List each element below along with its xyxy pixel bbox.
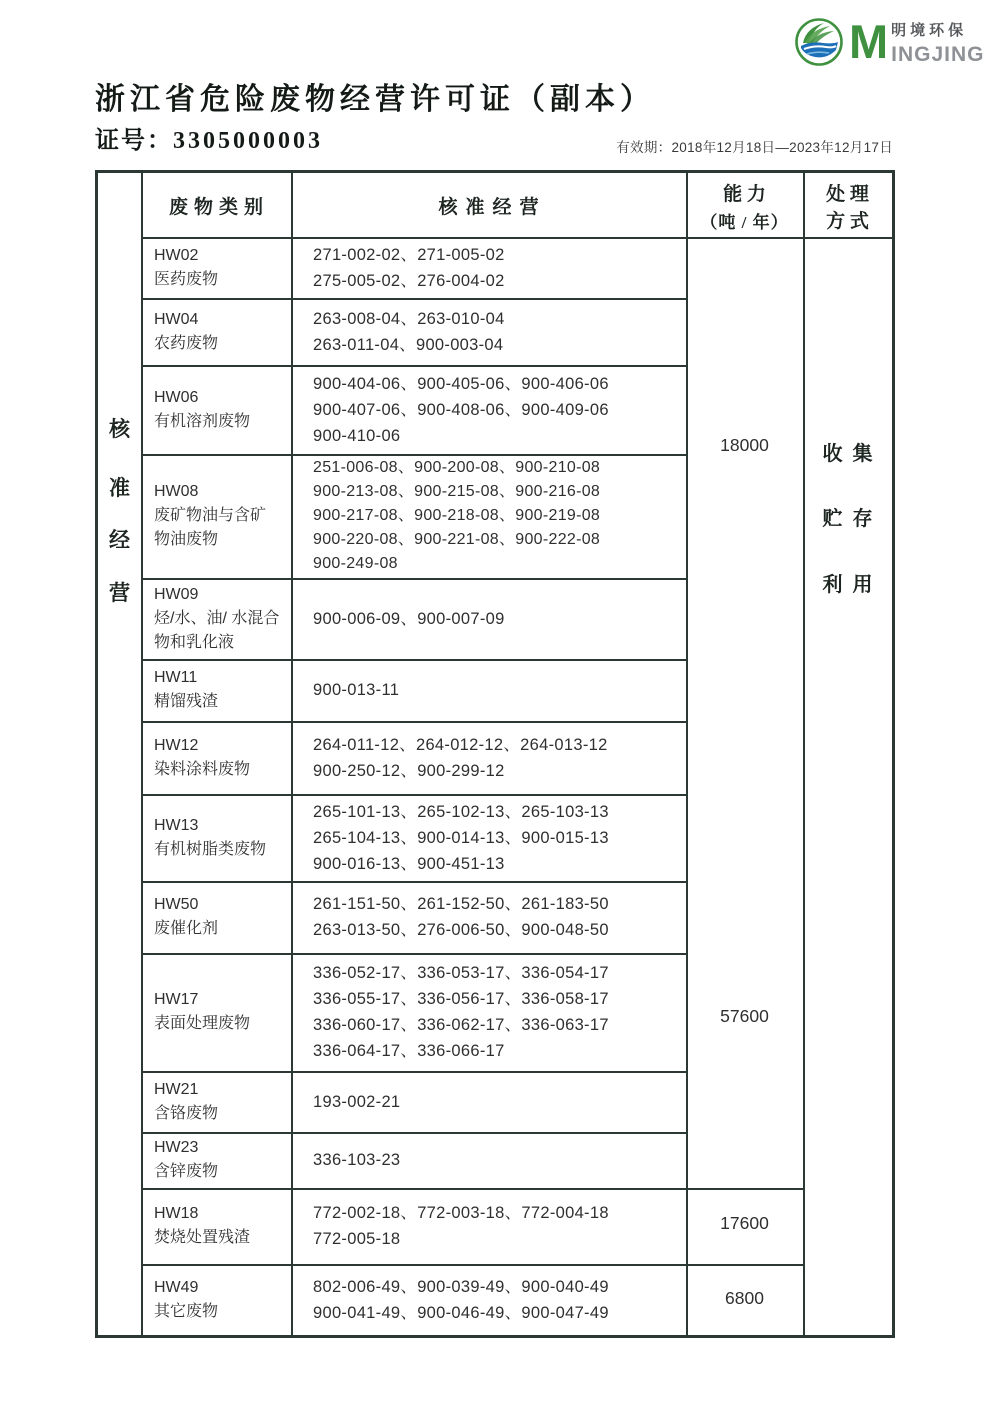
side-header-char: 准 xyxy=(109,476,130,500)
code-line: 275-005-02、276-004-02 xyxy=(313,271,505,290)
hw-name: 含铬废物 xyxy=(154,1104,219,1122)
category-cell xyxy=(141,454,291,578)
codes-cell xyxy=(291,659,686,721)
license-table xyxy=(95,170,895,1338)
code-line: 802-006-49、900-039-49、900-040-49 xyxy=(313,1277,609,1296)
hw-name: 农药废物 xyxy=(154,334,219,352)
hw-name: 精馏残渣 xyxy=(154,693,219,710)
codes-cell xyxy=(291,365,686,454)
capacity-value: 57600 xyxy=(720,1006,769,1026)
hw-code: HW09 xyxy=(154,585,199,603)
hw-code: HW18 xyxy=(154,1205,199,1222)
capacity-header-line1: 能 力 xyxy=(723,183,766,205)
code-line: 900-016-13、900-451-13 xyxy=(313,854,505,873)
category-cell xyxy=(141,794,291,881)
hw-name: 染料涂料废物 xyxy=(154,760,251,778)
hw-name: 有机溶剂废物 xyxy=(154,412,251,430)
codes-cell xyxy=(291,721,686,794)
grid-line xyxy=(686,173,688,1335)
code-line: 900-213-08、900-215-08、900-216-08 xyxy=(313,483,601,500)
codes-cell xyxy=(291,794,686,881)
category-cell xyxy=(141,298,291,365)
category-cell xyxy=(141,881,291,953)
hw-name: 烃/水、油/ 水混合 xyxy=(154,609,280,627)
codes-cell xyxy=(291,1264,686,1335)
hw-code: HW08 xyxy=(154,483,199,500)
side-header-char: 经 xyxy=(109,528,130,552)
codes-cell xyxy=(291,237,686,298)
code-line: 263-011-04、900-003-04 xyxy=(313,335,504,354)
method-value: 收集 xyxy=(822,443,883,465)
code-line: 900-410-06 xyxy=(313,426,401,445)
code-line: 251-006-08、900-200-08、900-210-08 xyxy=(313,459,601,476)
hw-code: HW17 xyxy=(154,991,199,1008)
side-header-char: 核 xyxy=(109,417,130,441)
logo-chinese-name: 明境环保 xyxy=(891,22,968,39)
category-cell xyxy=(141,578,291,659)
code-line: 900-220-08、900-221-08、900-222-08 xyxy=(313,531,601,548)
capacity-value: 17600 xyxy=(720,1213,769,1233)
code-line: 900-217-08、900-218-08、900-219-08 xyxy=(313,507,601,524)
hw-code: HW49 xyxy=(154,1278,199,1296)
code-line: 772-002-18、772-003-18、772-004-18 xyxy=(313,1204,609,1222)
category-cell xyxy=(141,953,291,1071)
hw-code: HW04 xyxy=(154,310,199,328)
code-line: 336-103-23 xyxy=(313,1151,401,1169)
code-line: 900-006-09、900-007-09 xyxy=(313,609,505,628)
hw-name: 物油废物 xyxy=(154,531,219,548)
code-line: 271-002-02、271-005-02 xyxy=(313,245,505,264)
code-line: 900-250-12、900-299-12 xyxy=(313,761,505,780)
hw-name: 含锌废物 xyxy=(154,1163,219,1180)
code-line: 336-060-17、336-062-17、336-063-17 xyxy=(313,1016,609,1034)
codes-cell xyxy=(291,881,686,953)
codes-cell xyxy=(291,953,686,1071)
hw-code: HW02 xyxy=(154,246,199,264)
hw-code: HW21 xyxy=(154,1080,199,1098)
capacity-value: 6800 xyxy=(725,1288,764,1308)
code-line: 263-008-04、263-010-04 xyxy=(313,309,505,328)
hw-name: 废矿物油与含矿 xyxy=(154,507,267,524)
page-title: 浙江省危险废物经营许可证（副本） xyxy=(95,83,655,116)
code-line: 336-052-17、336-053-17、336-054-17 xyxy=(313,964,609,982)
cert-number-line xyxy=(95,120,323,155)
side-header-char: 营 xyxy=(109,581,130,605)
code-line: 193-002-21 xyxy=(313,1092,401,1111)
hw-name: 医药废物 xyxy=(154,270,219,288)
codes-cell xyxy=(291,454,686,578)
codes-cell xyxy=(291,578,686,659)
hw-name: 焚烧处置残渣 xyxy=(154,1229,251,1246)
category-cell xyxy=(141,1264,291,1335)
capacity-header-line2: （吨 / 年） xyxy=(700,212,789,232)
method-header-line1: 处 理 xyxy=(826,183,869,205)
category-cell xyxy=(141,1188,291,1264)
code-line: 900-407-06、900-408-06、900-409-06 xyxy=(313,400,609,419)
code-line: 265-104-13、900-014-13、900-015-13 xyxy=(313,828,609,847)
cert-number-value: 3305000003 xyxy=(173,128,323,154)
grid-line xyxy=(803,173,805,1335)
mingjing-logo xyxy=(793,16,985,68)
method-header-line2: 方 式 xyxy=(826,210,869,232)
hw-name: 废催化剂 xyxy=(154,920,219,937)
code-line: 900-404-06、900-405-06、900-406-06 xyxy=(313,374,609,393)
code-line: 265-101-13、265-102-13、265-103-13 xyxy=(313,802,609,821)
column-header-approved: 核准经营 xyxy=(438,197,547,218)
category-cell xyxy=(141,721,291,794)
hw-code: HW12 xyxy=(154,736,199,754)
method-value: 利用 xyxy=(822,574,883,596)
method-value: 贮存 xyxy=(822,508,883,530)
category-cell xyxy=(141,365,291,454)
code-line: 900-013-11 xyxy=(313,681,400,699)
codes-cell xyxy=(291,1132,686,1188)
code-line: 336-055-17、336-056-17、336-058-17 xyxy=(313,990,609,1008)
codes-cell xyxy=(291,298,686,365)
hw-name: 物和乳化液 xyxy=(154,633,235,651)
category-cell xyxy=(141,1132,291,1188)
validity-text: 有效期：2018年12月18日—2023年12月17日 xyxy=(616,140,893,155)
hw-name: 表面处理废物 xyxy=(154,1015,251,1032)
code-line: 263-013-50、276-006-50、900-048-50 xyxy=(313,921,609,939)
category-cell xyxy=(141,1071,291,1132)
logo-text xyxy=(891,19,984,65)
cert-number-label: 证号： xyxy=(95,128,173,154)
hw-code: HW11 xyxy=(154,669,198,686)
column-header-category: 废物类别 xyxy=(168,197,269,218)
category-cell xyxy=(141,659,291,721)
hw-code: HW23 xyxy=(154,1139,199,1156)
hw-code: HW06 xyxy=(154,388,199,406)
code-line: 772-005-18 xyxy=(313,1230,401,1248)
codes-cell xyxy=(291,1188,686,1264)
logo-letter-m: M xyxy=(849,14,889,68)
code-line: 264-011-12、264-012-12、264-013-12 xyxy=(313,735,608,754)
code-line: 261-151-50、261-152-50、261-183-50 xyxy=(313,895,609,913)
code-line: 900-041-49、900-046-49、900-047-49 xyxy=(313,1303,609,1322)
hw-code: HW13 xyxy=(154,816,199,834)
mingjing-logo-icon xyxy=(793,16,845,68)
hw-name: 其它废物 xyxy=(154,1302,219,1320)
codes-cell xyxy=(291,1071,686,1132)
code-line: 900-249-08 xyxy=(313,555,398,572)
capacity-value: 18000 xyxy=(720,435,769,455)
logo-english-name: INGJING xyxy=(891,43,985,66)
category-cell xyxy=(141,237,291,298)
code-line: 336-064-17、336-066-17 xyxy=(313,1042,505,1060)
hw-code: HW50 xyxy=(154,896,199,913)
column-header-capacity xyxy=(686,173,803,238)
hw-name: 有机树脂类废物 xyxy=(154,840,267,858)
column-header-method xyxy=(803,173,892,238)
